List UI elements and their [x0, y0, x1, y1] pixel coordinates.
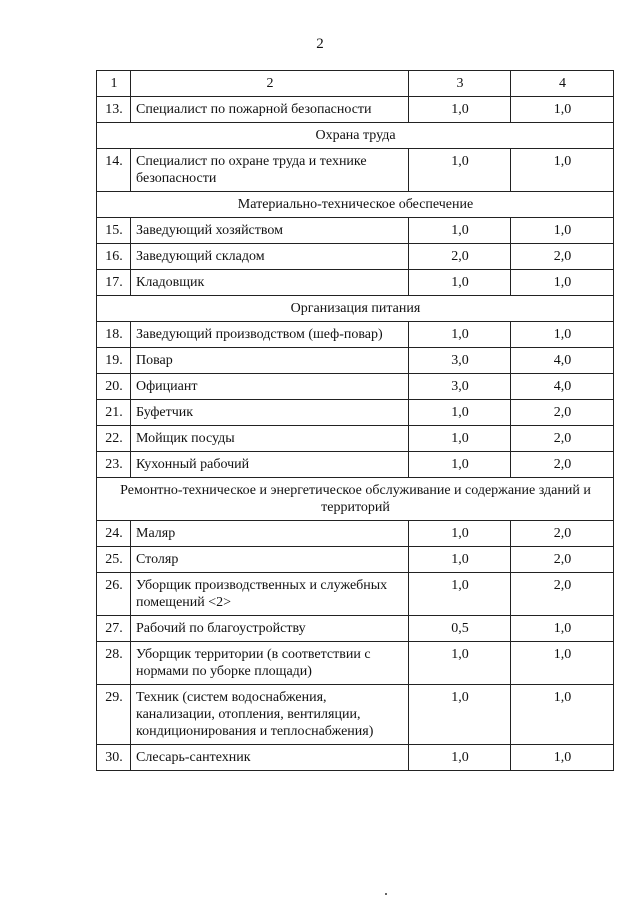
- position-name: Уборщик производственных и служебных помещений <2>: [131, 573, 409, 616]
- value-col-3: 1,0: [409, 400, 511, 426]
- value-col-3: 1,0: [409, 547, 511, 573]
- table-row: [97, 400, 614, 426]
- table-row: [97, 452, 614, 478]
- row-number: 13.: [97, 97, 131, 123]
- position-name: Кухонный рабочий: [131, 452, 409, 478]
- position-name: Кладовщик: [131, 270, 409, 296]
- value-col-3: 1,0: [409, 426, 511, 452]
- table-row: [97, 348, 614, 374]
- position-name: Заведующий производством (шеф-повар): [131, 322, 409, 348]
- value-col-3: 0,5: [409, 616, 511, 642]
- position-name: Заведующий хозяйством: [131, 218, 409, 244]
- value-col-3: 1,0: [409, 573, 511, 616]
- table-row: [97, 97, 614, 123]
- value-col-3: 1,0: [409, 452, 511, 478]
- value-col-3: 1,0: [409, 97, 511, 123]
- row-number: 23.: [97, 452, 131, 478]
- table-row: [97, 685, 614, 745]
- table-row: [97, 573, 614, 616]
- section-title: Ремонтно-техническое и энергетическое обслуживание и содержание зданий и территорий: [97, 478, 614, 521]
- value-col-4: 2,0: [511, 244, 614, 270]
- row-number: 26.: [97, 573, 131, 616]
- value-col-3: 1,0: [409, 745, 511, 771]
- header-cell-3: 3: [409, 71, 511, 97]
- row-number: 27.: [97, 616, 131, 642]
- value-col-4: 2,0: [511, 521, 614, 547]
- table-row: [97, 218, 614, 244]
- position-name: Заведующий складом: [131, 244, 409, 270]
- header-cell-2: 2: [131, 71, 409, 97]
- section-row: [97, 296, 614, 322]
- value-col-3: 3,0: [409, 348, 511, 374]
- value-col-3: 1,0: [409, 270, 511, 296]
- value-col-4: 1,0: [511, 149, 614, 192]
- value-col-4: 1,0: [511, 97, 614, 123]
- row-number: 29.: [97, 685, 131, 745]
- section-row: [97, 192, 614, 218]
- value-col-3: 1,0: [409, 218, 511, 244]
- header-cell-1: 1: [97, 71, 131, 97]
- section-title: Охрана труда: [97, 123, 614, 149]
- value-col-4: 4,0: [511, 374, 614, 400]
- row-number: 20.: [97, 374, 131, 400]
- table-row: [97, 426, 614, 452]
- value-col-3: 1,0: [409, 149, 511, 192]
- value-col-3: 1,0: [409, 322, 511, 348]
- table-row: [97, 322, 614, 348]
- position-name: Столяр: [131, 547, 409, 573]
- section-title: Материально-техническое обеспечение: [97, 192, 614, 218]
- staff-table: [96, 70, 614, 771]
- row-number: 15.: [97, 218, 131, 244]
- value-col-4: 2,0: [511, 547, 614, 573]
- value-col-4: 1,0: [511, 616, 614, 642]
- value-col-4: 2,0: [511, 573, 614, 616]
- value-col-4: 2,0: [511, 400, 614, 426]
- position-name: Повар: [131, 348, 409, 374]
- position-name: Буфетчик: [131, 400, 409, 426]
- row-number: 28.: [97, 642, 131, 685]
- position-name: Мойщик посуды: [131, 426, 409, 452]
- value-col-3: 1,0: [409, 642, 511, 685]
- row-number: 18.: [97, 322, 131, 348]
- position-name: Официант: [131, 374, 409, 400]
- value-col-4: 1,0: [511, 745, 614, 771]
- position-name: Специалист по пожарной безопасности: [131, 97, 409, 123]
- value-col-4: 1,0: [511, 642, 614, 685]
- position-name: Маляр: [131, 521, 409, 547]
- row-number: 30.: [97, 745, 131, 771]
- value-col-4: 2,0: [511, 452, 614, 478]
- position-name: Рабочий по благоустройству: [131, 616, 409, 642]
- position-name: Слесарь-сантехник: [131, 745, 409, 771]
- row-number: 22.: [97, 426, 131, 452]
- section-row: [97, 478, 614, 521]
- table-row: [97, 547, 614, 573]
- row-number: 25.: [97, 547, 131, 573]
- row-number: 21.: [97, 400, 131, 426]
- value-col-4: 1,0: [511, 685, 614, 745]
- table-row: [97, 149, 614, 192]
- table-row: [97, 616, 614, 642]
- page-number: 2: [316, 36, 324, 52]
- section-row: [97, 123, 614, 149]
- value-col-3: 2,0: [409, 244, 511, 270]
- value-col-4: 1,0: [511, 322, 614, 348]
- section-title: Организация питания: [97, 296, 614, 322]
- table-row: [97, 270, 614, 296]
- row-number: 14.: [97, 149, 131, 192]
- table-row: [97, 521, 614, 547]
- value-col-3: 1,0: [409, 685, 511, 745]
- row-number: 17.: [97, 270, 131, 296]
- value-col-3: 1,0: [409, 521, 511, 547]
- header-cell-4: 4: [511, 71, 614, 97]
- table-row: [97, 642, 614, 685]
- table-row: [97, 374, 614, 400]
- table-header-row: [97, 71, 614, 97]
- value-col-4: 1,0: [511, 218, 614, 244]
- table-row: [97, 745, 614, 771]
- row-number: 24.: [97, 521, 131, 547]
- position-name: Уборщик территории (в соответствии с нормами по уборке площади): [131, 642, 409, 685]
- value-col-4: 1,0: [511, 270, 614, 296]
- row-number: 19.: [97, 348, 131, 374]
- value-col-4: 2,0: [511, 426, 614, 452]
- table-row: [97, 244, 614, 270]
- position-name: Техник (систем водоснабжения, канализации, отопления, вентиляции, кондиционирования и теплоснабжения): [131, 685, 409, 745]
- position-name: Специалист по охране труда и технике безопасности: [131, 149, 409, 192]
- scan-dot: [385, 893, 387, 895]
- row-number: 16.: [97, 244, 131, 270]
- value-col-4: 4,0: [511, 348, 614, 374]
- value-col-3: 3,0: [409, 374, 511, 400]
